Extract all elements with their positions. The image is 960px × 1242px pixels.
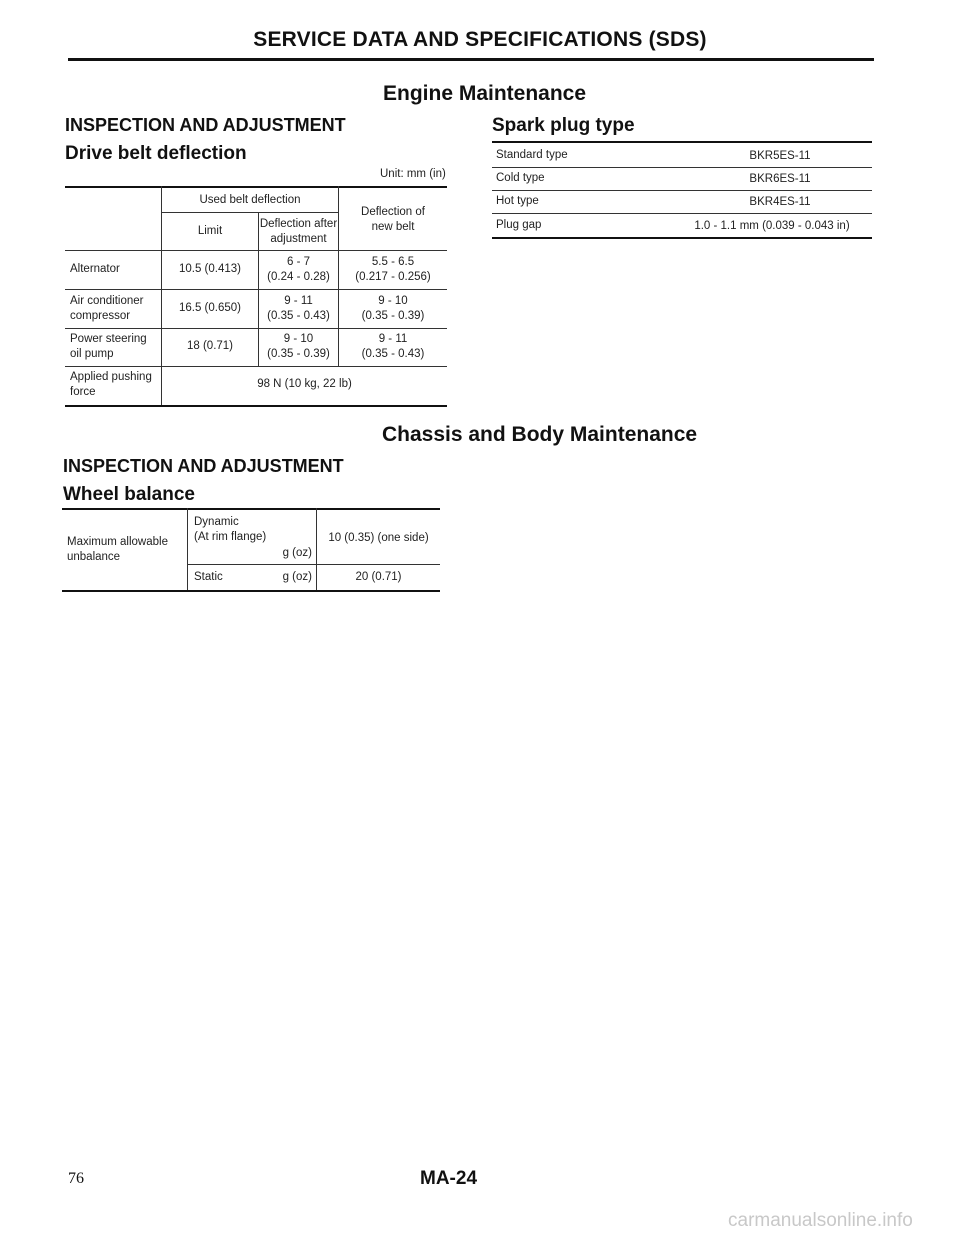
row-after xyxy=(259,294,338,324)
row-label-alternator: Alternator xyxy=(70,263,120,275)
row-new-line: (0.35 - 0.39) xyxy=(361,310,425,322)
engine-maintenance-title: Engine Maintenance xyxy=(383,82,587,105)
page-number: 76 xyxy=(68,1170,84,1187)
row-label-line: Applied pushing xyxy=(70,371,152,383)
row-new-line: (0.217 - 0.256) xyxy=(355,271,431,283)
table-rule xyxy=(492,237,872,239)
row-label-pushing-force xyxy=(70,370,152,400)
row-after-line: (0.35 - 0.39) xyxy=(267,348,330,360)
static-value: 20 (0.71) xyxy=(355,571,402,583)
row-limit: 16.5 (0.650) xyxy=(178,302,241,314)
row-new-line: 9 - 10 xyxy=(378,295,408,307)
header-after-line: adjustment xyxy=(270,233,327,245)
spark-row-value: BKR4ES-11 xyxy=(749,196,811,208)
dynamic-label xyxy=(194,515,266,545)
drive-belt-unit: Unit: mm (in) xyxy=(380,168,446,180)
table-rule xyxy=(62,508,440,510)
static-unit: g (oz) xyxy=(282,571,312,583)
table-rule xyxy=(65,366,447,367)
spark-row-label: Standard type xyxy=(496,149,568,161)
row-label-line: force xyxy=(70,386,96,398)
table-vline xyxy=(187,508,188,591)
row-new xyxy=(339,332,447,362)
drive-belt-title: Drive belt deflection xyxy=(65,143,247,164)
table-rule xyxy=(492,213,872,214)
row-after xyxy=(259,332,338,362)
chassis-maintenance-title: Chassis and Body Maintenance xyxy=(382,423,698,446)
row-label-line: Power steering xyxy=(70,333,147,345)
dynamic-label-line: (At rim flange) xyxy=(194,531,267,543)
header-new-belt xyxy=(339,205,447,235)
spark-row-label: Cold type xyxy=(496,172,545,184)
table-rule xyxy=(65,328,447,329)
table-vline xyxy=(161,186,162,405)
unbalance-label-line: Maximum allowable xyxy=(67,536,168,548)
row-limit: 18 (0.71) xyxy=(186,340,234,352)
pushing-force-value: 98 N (10 kg, 22 lb) xyxy=(257,378,352,390)
row-after-line: (0.24 - 0.28) xyxy=(267,271,330,283)
spark-row-label: Hot type xyxy=(496,195,539,207)
dynamic-value: 10 (0.35) (one side) xyxy=(328,532,429,544)
table-rule xyxy=(492,141,872,143)
header-rule xyxy=(68,58,874,61)
header-limit: Limit xyxy=(197,225,223,237)
watermark-text: carmanualsonline.info xyxy=(728,1210,913,1231)
unbalance-label xyxy=(67,535,168,565)
row-after-line: (0.35 - 0.43) xyxy=(267,310,330,322)
table-rule xyxy=(65,186,447,188)
table-rule xyxy=(187,564,440,565)
row-limit: 10.5 (0.413) xyxy=(178,263,241,275)
table-rule xyxy=(162,212,338,213)
row-new xyxy=(339,294,447,324)
dynamic-unit: g (oz) xyxy=(282,547,312,559)
dynamic-label-line: Dynamic xyxy=(194,516,239,528)
engine-inspection-heading: INSPECTION AND ADJUSTMENT xyxy=(65,115,346,135)
row-new-line: (0.35 - 0.43) xyxy=(361,348,425,360)
row-after xyxy=(259,255,338,285)
row-label-line: Air conditioner xyxy=(70,295,144,307)
page-header-title: SERVICE DATA AND SPECIFICATIONS (SDS) xyxy=(253,28,707,51)
row-label-line: compressor xyxy=(70,310,131,322)
spark-row-value: BKR5ES-11 xyxy=(749,150,811,162)
row-new-line: 5.5 - 6.5 xyxy=(371,256,415,268)
row-new-line: 9 - 11 xyxy=(378,333,408,345)
spark-row-value: BKR6ES-11 xyxy=(749,173,811,185)
header-new-line: new belt xyxy=(371,221,415,233)
row-new xyxy=(339,255,447,285)
unbalance-label-line: unbalance xyxy=(67,551,121,563)
row-after-line: 9 - 10 xyxy=(283,333,314,345)
chassis-inspection-heading: INSPECTION AND ADJUSTMENT xyxy=(63,456,344,476)
spark-row-value: 1.0 - 1.1 mm (0.039 - 0.043 in) xyxy=(694,220,850,232)
table-rule xyxy=(65,289,447,290)
row-label-air-conditioner xyxy=(70,294,144,324)
page-code: MA-24 xyxy=(420,1168,478,1189)
table-rule xyxy=(492,190,872,191)
spark-plug-title: Spark plug type xyxy=(492,115,635,136)
table-rule xyxy=(65,250,447,251)
wheel-balance-title: Wheel balance xyxy=(63,484,195,505)
header-after-adjustment xyxy=(259,217,338,247)
table-rule xyxy=(492,167,872,168)
row-label-power-steering xyxy=(70,332,147,362)
row-label-line: oil pump xyxy=(70,348,114,360)
static-label: Static xyxy=(194,571,223,583)
row-after-line: 6 - 7 xyxy=(286,256,310,268)
header-new-line: Deflection of xyxy=(361,206,425,218)
row-after-line: 9 - 11 xyxy=(284,295,313,307)
spark-row-label: Plug gap xyxy=(496,219,542,231)
table-rule xyxy=(62,590,440,592)
header-used-belt: Used belt deflection xyxy=(199,194,301,206)
header-after-line: Deflection after xyxy=(259,218,338,230)
table-rule xyxy=(65,405,447,407)
